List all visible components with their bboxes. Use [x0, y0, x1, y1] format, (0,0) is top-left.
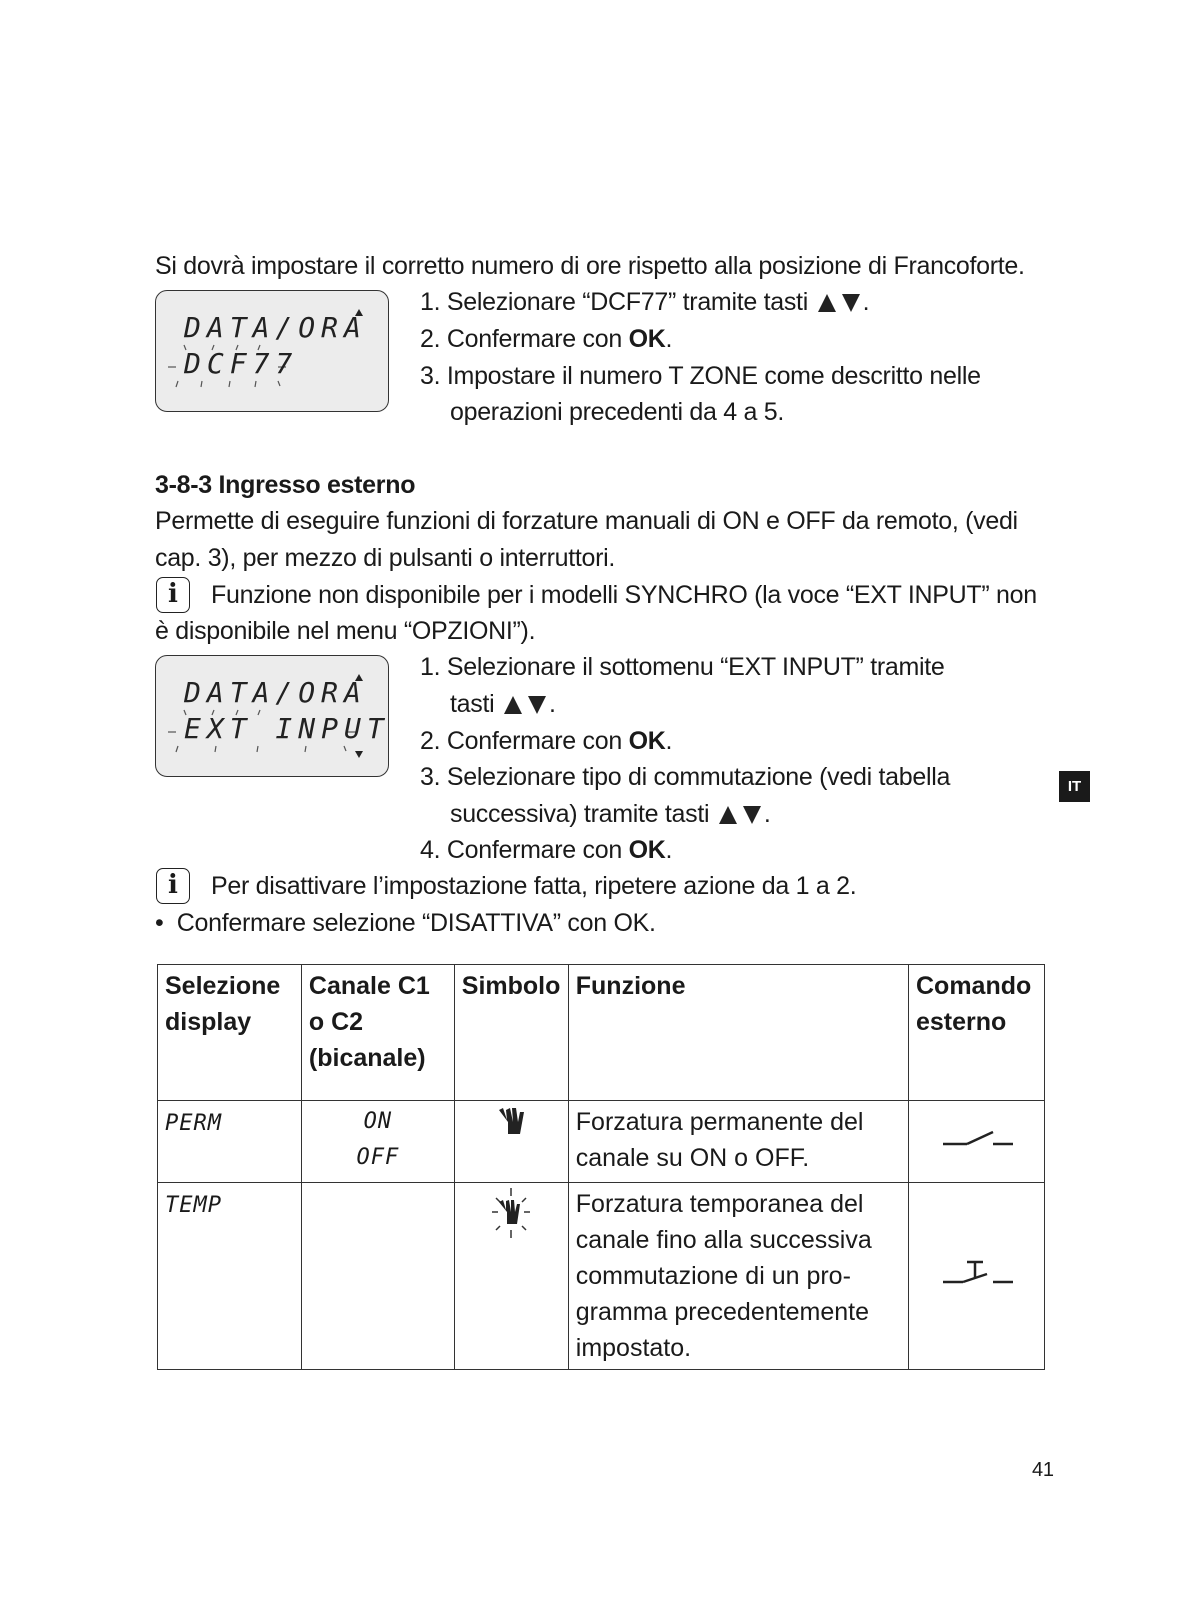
info-icon: i — [156, 868, 190, 904]
lcd-display-ext-input — [155, 655, 389, 777]
header-funzione: Funzione — [568, 965, 908, 1101]
cell-display — [158, 1183, 302, 1370]
note1-line2: è disponibile nel menu “OPZIONI”). — [155, 617, 536, 645]
table-row — [158, 1101, 1045, 1183]
para1-line2: cap. 3), per mezzo di pulsanti o interruttori. — [155, 544, 616, 572]
cell-funzione: Forzatura temporanea del canale fino alla successiva commutazione di un pro-gramma precedentemente impostato. — [568, 1183, 908, 1370]
cell-funzione: Forzatura permanente del canale su ON o OFF. — [568, 1101, 908, 1183]
canale-on: ON — [363, 1109, 393, 1134]
lcd-display-dcf77 — [155, 290, 389, 412]
ok-label: OK — [628, 325, 666, 353]
period: . — [763, 800, 771, 828]
note1-line1: Funzione non disponibile per i modelli SYNCHRO (la voce “EXT INPUT” non — [211, 581, 1037, 609]
ok-label: OK — [628, 727, 666, 755]
function-table — [157, 964, 1045, 1370]
display-code: TEMP — [165, 1193, 222, 1218]
note2: Per disattivare l’impostazione fatta, ripetere azione da 1 a 2. — [211, 872, 857, 900]
cell-canale — [301, 1101, 454, 1183]
canale-off: OFF — [356, 1145, 400, 1170]
bullet-icon: • — [155, 909, 164, 937]
table-row — [158, 1183, 1045, 1370]
step1-1 — [420, 284, 869, 320]
step2-3b — [450, 796, 771, 832]
step-text: successiva) tramite tasti — [450, 800, 710, 828]
table-header-row — [158, 965, 1045, 1101]
bullet-text: Confermare selezione “DISATTIVA” con OK. — [176, 909, 656, 937]
section-title: 3-8-3 Ingresso esterno — [155, 471, 416, 499]
header-canale: Canale C1 o C2 (bicanale) — [301, 965, 454, 1101]
step2-4 — [420, 832, 672, 868]
step-text: tasti — [450, 690, 495, 718]
period: . — [665, 325, 673, 353]
header-comando: Comando esterno — [909, 965, 1045, 1101]
cell-display — [158, 1101, 302, 1183]
period: . — [862, 288, 870, 316]
step-text: 4. Confermare con — [420, 836, 629, 864]
step2-1a: 1. Selezionare il sottomenu “EXT INPUT” tramite — [420, 653, 945, 681]
bullet-line — [155, 905, 656, 941]
lcd-line2: EXT INPUT — [184, 712, 390, 745]
header-selezione: Selezione display — [158, 965, 302, 1101]
lcd-line1: DATA/ORA — [184, 676, 367, 709]
hand-icon — [494, 1104, 528, 1138]
cell-comando — [909, 1101, 1045, 1183]
cell-canale — [301, 1183, 454, 1370]
hand-blinking-icon — [486, 1186, 536, 1242]
info-icon: i — [156, 577, 190, 613]
step1-3b: operazioni precedenti da 4 a 5. — [450, 398, 784, 426]
cell-simbolo — [454, 1183, 568, 1370]
period: . — [665, 836, 673, 864]
up-down-arrow-icon — [501, 694, 549, 716]
lcd-down-arrow-icon — [355, 751, 363, 758]
step1-3a: 3. Impostare il numero T ZONE come descritto nelle — [420, 362, 981, 390]
up-down-arrow-icon — [716, 804, 764, 826]
step-text: 2. Confermare con — [420, 325, 629, 353]
step-text: 1. Selezionare “DCF77” tramite tasti — [420, 288, 808, 316]
header-simbolo: Simbolo — [454, 965, 568, 1101]
page-number: 41 — [1032, 1459, 1054, 1481]
pushbutton-icon — [937, 1256, 1017, 1286]
cell-simbolo — [454, 1101, 568, 1183]
lcd-line1: DATA/ORA — [184, 311, 367, 344]
step-text: 2. Confermare con — [420, 727, 629, 755]
period: . — [549, 690, 556, 718]
period: . — [665, 727, 673, 755]
ok-label: OK — [628, 836, 666, 864]
step1-2 — [420, 321, 672, 357]
intro-text: Si dovrà impostare il corretto numero di ore rispetto alla posizione di Francoforte. — [155, 252, 1025, 280]
lcd-line2: DCF77 — [184, 347, 299, 380]
display-code: PERM — [165, 1111, 222, 1136]
cell-comando — [909, 1183, 1045, 1370]
para1-line1: Permette di eseguire funzioni di forzature manuali di ON e OFF da remoto, (vedi — [155, 507, 1018, 535]
step2-1b — [450, 686, 556, 722]
step2-2 — [420, 723, 672, 759]
up-down-arrow-icon — [815, 292, 863, 314]
step2-3a: 3. Selezionare tipo di commutazione (vedi tabella — [420, 763, 951, 791]
switch-icon — [937, 1126, 1017, 1150]
language-badge: IT — [1059, 771, 1090, 802]
